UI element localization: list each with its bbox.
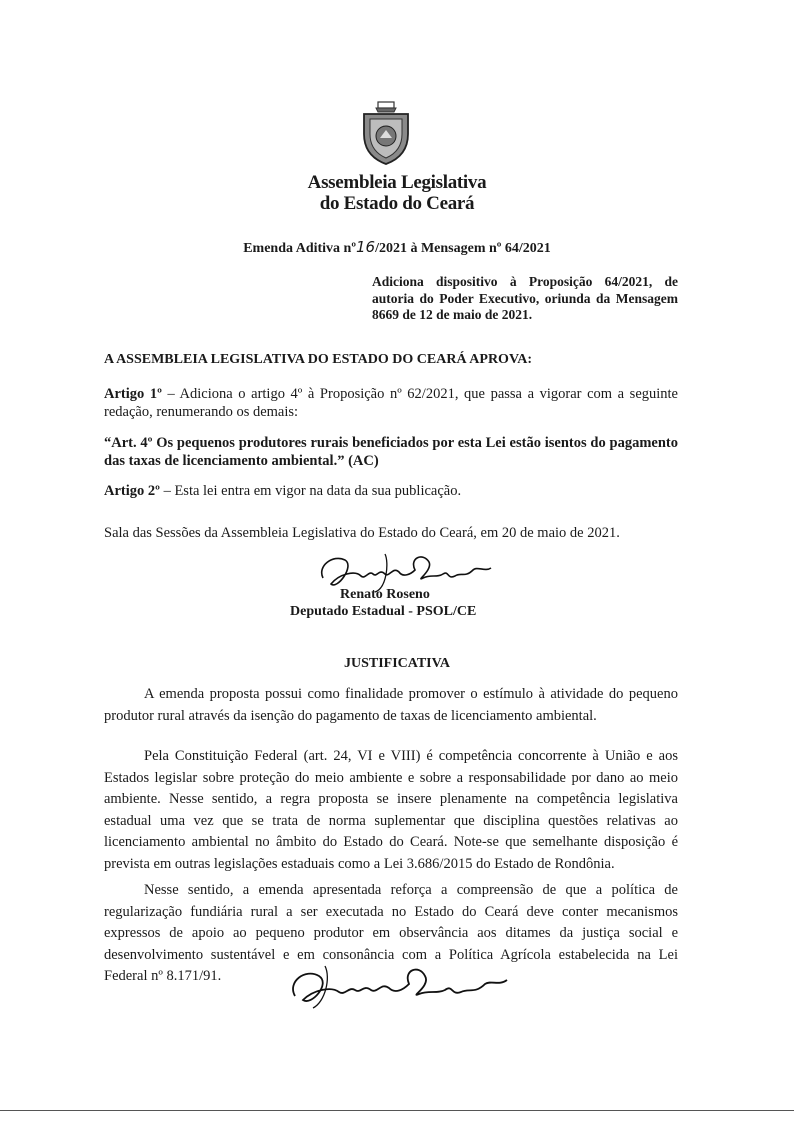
aprova-heading: A ASSEMBLEIA LEGISLATIVA DO ESTADO DO CEARÁ APROVA: [104,352,533,367]
institution-name [250,172,544,214]
justificativa-paragraph-3: Nesse sentido, a emenda apresentada reforça a compreensão de que a política de regularização fundiária rural a ser executada no Estado do Ceará deve conter mecanismos expressos de apoio ao pequeno produtor em observância aos ditames da justiça social e desenvolvimento sustentável e em consonância com a Política Agrícola estabelecida na Lei Federal nº 8.171/91. [104,882,678,984]
artigo-1 [104,385,678,421]
signatory-role: Deputado Estadual - PSOL/CE [290,604,477,619]
artigo-4-quote: “Art. 4º Os pequenos produtores rurais beneficiados por esta Lei estão isentos do pagamento das taxas de licenciamento ambiental.” (AC) [104,435,678,469]
state-coat-of-arms-icon [358,100,414,168]
artigo-2-label: Artigo 2º [104,483,160,499]
sala-das-sessoes: Sala das Sessões da Assembleia Legislativa do Estado do Ceará, em 20 de maio de 2021. [104,525,620,541]
artigo-2 [104,482,678,500]
ementa: Adiciona dispositivo à Proposição 64/2021, de autoria do Poder Executivo, oriunda da Mensagem 8669 de 12 de maio de 2021. [372,274,678,322]
emenda-suffix: /2021 à Mensagem nº 64/2021 [375,241,551,256]
justificativa-title: JUSTIFICATIVA [343,656,451,671]
justificativa-paragraph-1: A emenda proposta possui como finalidade promover o estímulo à atividade do pequeno produtor rural através da isenção do pagamento de taxas de licenciamento ambiental. [104,686,678,724]
signatory-name: Renato Roseno [340,587,430,602]
artigo-2-text: – Esta lei entra em vigor na data da sua publicação. [159,483,462,499]
institution-line-2: do Estado do Ceará [319,193,475,214]
footer-rule [0,1110,794,1111]
institution-line-1: Assembleia Legislativa [307,172,487,193]
emenda-title [0,238,794,257]
emenda-prefix: Emenda Aditiva nº [243,241,356,256]
justificativa-paragraph-2: Pela Constituição Federal (art. 24, VI e VIII) é competência concorrente à União e aos Estados legislar sobre proteção do meio ambiente e sobre a responsabilidade por dano ao meio ambiente. Nesse sentido, a regra proposta se insere plenamente na competência legislativa estadual uma vez que se trata de norma suplementar que disciplina questões relativas ao licenciamento ambiental no âmbito do Estado do Ceará. Note-se que semelhante disposição é prevista em outras legislações estaduais como a Lei 3.686/2015 do Estado de Rondônia. [104,748,678,872]
artigo-1-text: – Adiciona o artigo 4º à Proposição nº 62/2021, que passa a vigorar com a seguinte redação, renumerando os demais: [104,386,678,420]
artigo-1-label: Artigo 1º [104,386,162,402]
emenda-handwritten-number: 16 [355,238,376,256]
handwritten-signature-footer [285,962,510,1010]
